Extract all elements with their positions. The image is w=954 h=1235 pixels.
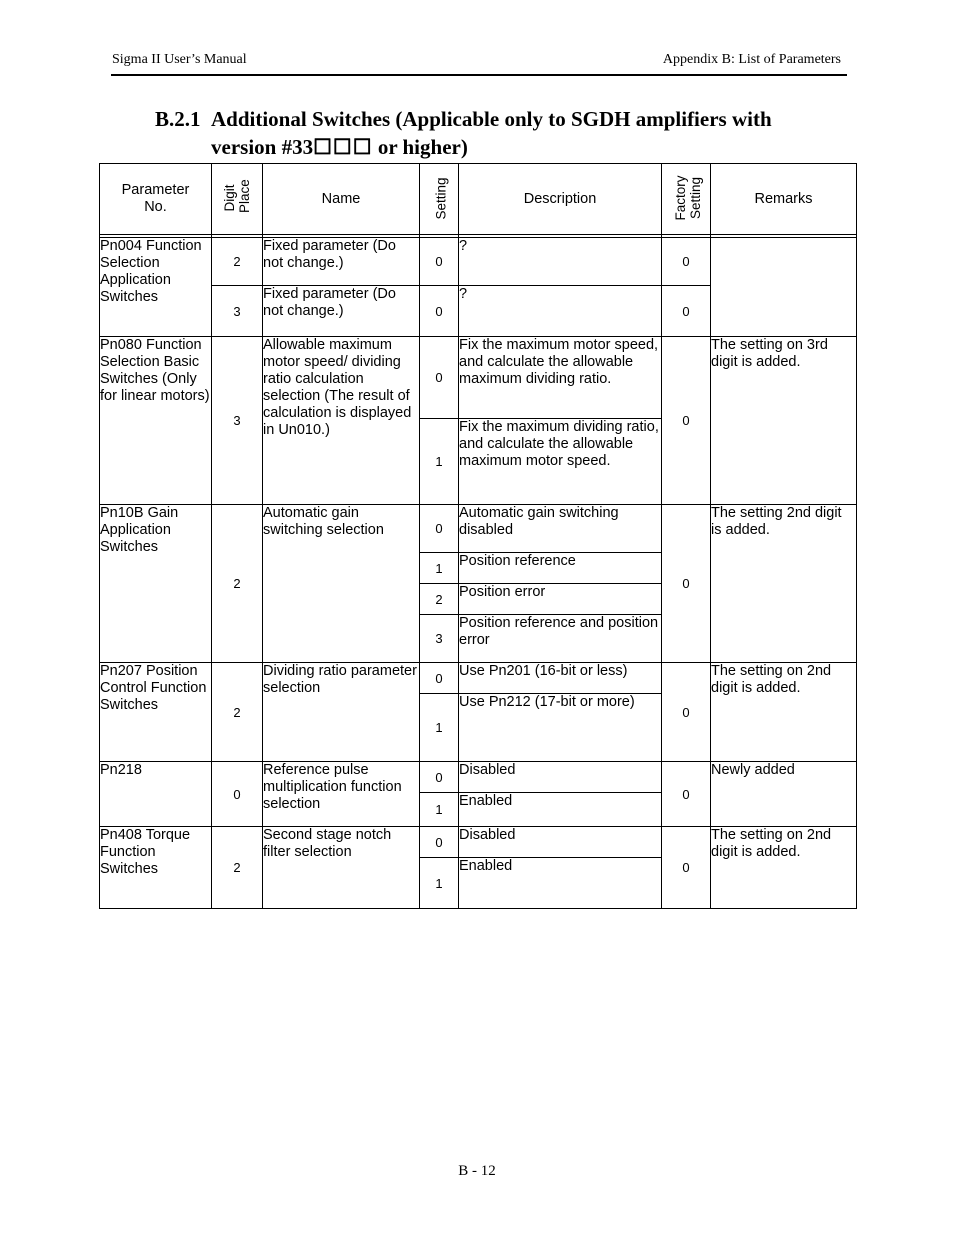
appendix-title: Appendix B: List of Parameters <box>662 52 841 67</box>
param-name: Second stage notch filter selection <box>263 827 420 909</box>
digit-place: 3 <box>212 337 263 505</box>
factory-setting: 0 <box>662 505 711 663</box>
table-row <box>100 663 857 694</box>
setting-value: 0 <box>420 286 459 337</box>
header-description: Description <box>459 164 662 235</box>
digit-place: 2 <box>212 827 263 909</box>
remarks: The setting on 2nd digit is added. <box>711 663 857 762</box>
setting-value: 0 <box>420 505 459 553</box>
factory-setting: 0 <box>662 238 711 286</box>
factory-setting: 0 <box>662 337 711 505</box>
page-number: B - 12 <box>458 1163 496 1179</box>
factory-setting: 0 <box>662 762 711 827</box>
setting-value: 0 <box>420 762 459 793</box>
description: Enabled <box>459 793 662 827</box>
header-remarks: Remarks <box>711 164 857 235</box>
digit-place: 2 <box>212 663 263 762</box>
description: ? <box>459 286 662 337</box>
description: Automatic gain switching disabled <box>459 505 662 553</box>
description: ? <box>459 238 662 286</box>
digit-place: 3 <box>212 286 263 337</box>
param-pn004: Pn004 Function Selection Application Switches <box>100 238 212 337</box>
setting-value: 1 <box>420 553 459 584</box>
table-row <box>100 337 857 419</box>
description: Use Pn201 (16-bit or less) <box>459 663 662 694</box>
param-name: Dividing ratio parameter selection <box>263 663 420 762</box>
description: Position reference <box>459 553 662 584</box>
remarks: Newly added <box>711 762 857 827</box>
digit-place: 2 <box>212 505 263 663</box>
header-factory-setting: Factory Setting <box>662 164 711 235</box>
page-header <box>111 50 847 76</box>
param-pn10b: Pn10B Gain Application Switches <box>100 505 212 663</box>
description: Enabled <box>459 858 662 909</box>
description: Disabled <box>459 762 662 793</box>
remarks: The setting on 2nd digit is added. <box>711 827 857 909</box>
setting-value: 0 <box>420 663 459 694</box>
description: Fix the maximum motor speed, and calculate the allowable maximum dividing ratio. <box>459 337 662 419</box>
description: Fix the maximum dividing ratio, and calculate the allowable maximum motor speed. <box>459 419 662 505</box>
param-pn207: Pn207 Position Control Function Switches <box>100 663 212 762</box>
setting-value: 1 <box>420 858 459 909</box>
param-name: Allowable maximum motor speed/ dividing ratio calculation selection (The result of calculation is displayed in Un010.) <box>263 337 420 505</box>
header-setting: Setting <box>420 164 459 235</box>
param-pn218: Pn218 <box>100 762 212 827</box>
setting-value: 1 <box>420 419 459 505</box>
setting-value: 0 <box>420 827 459 858</box>
table-header-row <box>100 164 857 235</box>
section-title <box>155 105 835 161</box>
table-row <box>100 238 857 286</box>
factory-setting: 0 <box>662 663 711 762</box>
description: Position reference and position error <box>459 615 662 663</box>
setting-value: 1 <box>420 694 459 762</box>
header-parameter-no: Parameter No. <box>100 164 212 235</box>
param-pn408: Pn408 Torque Function Switches <box>100 827 212 909</box>
section-title-line2-pre: version #33 <box>211 135 314 159</box>
factory-setting: 0 <box>662 827 711 909</box>
remarks: The setting on 3rd digit is added. <box>711 337 857 505</box>
section-title-line1: Additional Switches (Applicable only to SGDH amplifiers with <box>211 107 772 131</box>
param-name: Fixed parameter (Do not change.) <box>263 286 420 337</box>
description: Disabled <box>459 827 662 858</box>
header-name: Name <box>263 164 420 235</box>
placeholder-boxes: ☐☐☐ <box>313 135 373 159</box>
setting-value: 0 <box>420 337 459 419</box>
digit-place: 2 <box>212 238 263 286</box>
param-pn080: Pn080 Function Selection Basic Switches (Only for linear motors) <box>100 337 212 505</box>
remarks: The setting 2nd digit is added. <box>711 505 857 663</box>
digit-place: 0 <box>212 762 263 827</box>
manual-title: Sigma II User’s Manual <box>112 52 247 67</box>
section-title-line2-post: or higher) <box>372 135 468 159</box>
table-row <box>100 505 857 553</box>
header-digit-place: Digit Place <box>212 164 263 235</box>
param-name: Reference pulse multiplication function selection <box>263 762 420 827</box>
setting-value: 0 <box>420 238 459 286</box>
parameter-table <box>99 163 857 909</box>
setting-value: 3 <box>420 615 459 663</box>
description: Use Pn212 (17-bit or more) <box>459 694 662 762</box>
param-name: Automatic gain switching selection <box>263 505 420 663</box>
description: Position error <box>459 584 662 615</box>
section-number: B.2.1 <box>155 107 201 131</box>
remarks <box>711 238 857 337</box>
setting-value: 1 <box>420 793 459 827</box>
factory-setting: 0 <box>662 286 711 337</box>
table-row <box>100 827 857 858</box>
param-name: Fixed parameter (Do not change.) <box>263 238 420 286</box>
table-row <box>100 762 857 793</box>
setting-value: 2 <box>420 584 459 615</box>
